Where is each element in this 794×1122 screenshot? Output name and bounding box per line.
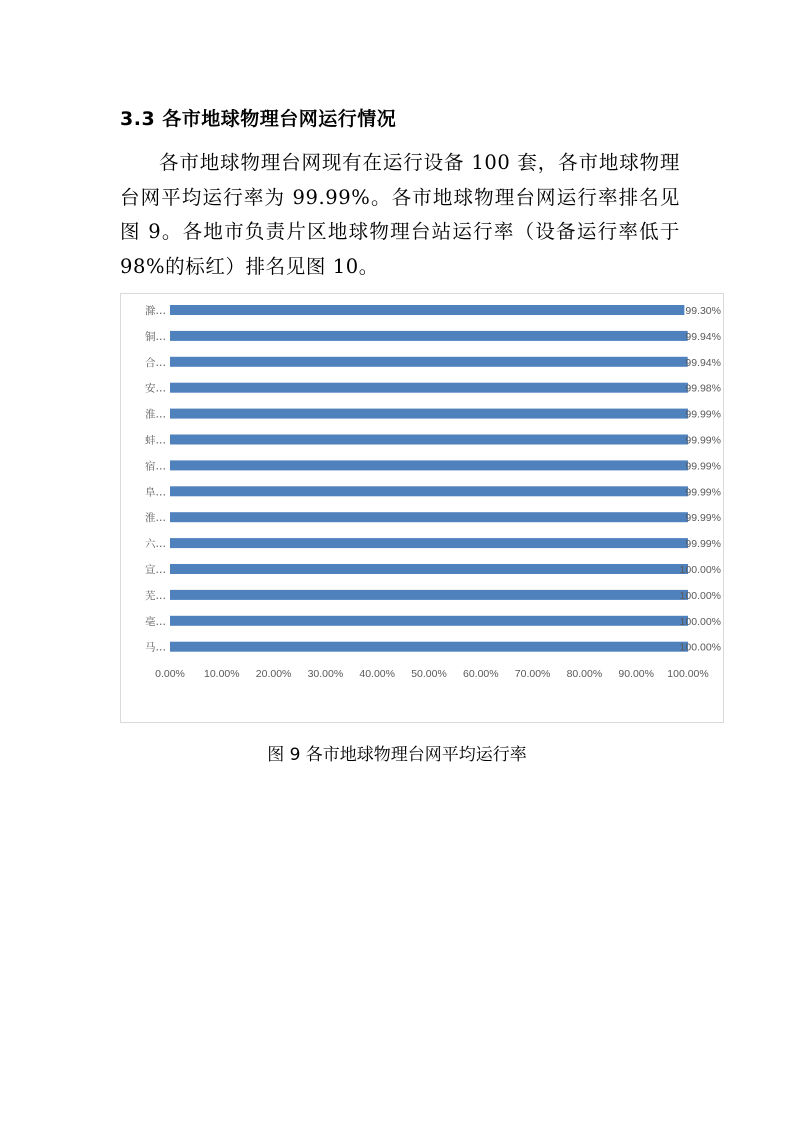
chart-x-tick-labels — [155, 668, 709, 680]
bar — [170, 331, 688, 341]
category-label: 铜… — [145, 330, 166, 343]
data-label: 100.00% — [679, 589, 721, 602]
bar — [170, 642, 688, 652]
chart-svg — [121, 294, 725, 724]
bar — [170, 383, 688, 393]
category-label: 淮… — [145, 408, 166, 421]
category-label: 芜… — [145, 589, 166, 602]
x-tick-label: 60.00% — [462, 668, 499, 680]
data-label: 99.99% — [685, 486, 721, 499]
x-tick-label: 30.00% — [307, 668, 344, 680]
bar — [170, 512, 688, 522]
category-label: 亳… — [145, 615, 166, 628]
data-label: 99.99% — [685, 434, 721, 447]
section-heading: 3.3 各市地球物理台网运行情况 — [120, 108, 397, 130]
data-label: 100.00% — [679, 564, 721, 576]
bar — [170, 460, 688, 470]
bar — [170, 590, 688, 600]
data-label: 99.99% — [685, 512, 721, 525]
x-tick-label: 0.00% — [155, 668, 185, 680]
x-tick-label: 10.00% — [203, 668, 240, 680]
data-label: 99.98% — [685, 382, 721, 395]
category-label: 合… — [145, 356, 166, 369]
data-label: 99.94% — [685, 356, 721, 369]
category-label: 淮… — [145, 512, 166, 525]
x-tick-label: 20.00% — [255, 668, 292, 680]
category-label: 阜… — [145, 486, 166, 499]
bar — [170, 357, 688, 367]
chart-bars — [170, 305, 688, 652]
data-label: 100.00% — [679, 641, 721, 654]
category-label: 宣… — [145, 564, 166, 576]
data-label: 100.00% — [679, 615, 721, 628]
data-label: 99.30% — [685, 305, 721, 317]
x-tick-label: 100.00% — [667, 668, 709, 680]
bar — [170, 564, 688, 574]
data-label: 99.99% — [685, 408, 721, 421]
bar — [170, 435, 688, 445]
x-tick-label: 90.00% — [618, 668, 655, 680]
data-label: 99.94% — [685, 330, 721, 343]
category-label: 滁… — [145, 305, 166, 317]
bar — [170, 409, 688, 419]
x-tick-label: 40.00% — [359, 668, 396, 680]
category-label: 宿… — [145, 460, 166, 473]
operation-rate-chart — [120, 293, 724, 723]
bar — [170, 538, 688, 548]
bar — [170, 486, 688, 496]
x-tick-label: 70.00% — [514, 668, 551, 680]
category-label: 马… — [145, 641, 166, 654]
bar — [170, 305, 684, 315]
x-tick-label: 50.00% — [411, 668, 447, 680]
section-paragraph: 各市地球物理台网现有在运行设备 100 套，各市地球物理台网平均运行率为 99.99%。各市地球物理台网运行率排名见图 9。各地市负责片区地球物理台站运行率（设备运行率低于 98%的标红）排名见图 10。 — [120, 151, 680, 278]
chart-data-labels — [680, 305, 721, 654]
figure-caption: 图 9 各市地球物理台网平均运行率 — [267, 745, 527, 765]
x-tick-label: 80.00% — [566, 668, 603, 680]
category-label: 六… — [145, 538, 166, 551]
bar — [170, 616, 688, 626]
data-label: 99.99% — [685, 460, 721, 473]
category-label: 蚌… — [145, 434, 166, 447]
category-label: 安… — [145, 382, 166, 395]
data-label: 99.99% — [685, 538, 721, 551]
chart-category-labels — [145, 305, 166, 654]
